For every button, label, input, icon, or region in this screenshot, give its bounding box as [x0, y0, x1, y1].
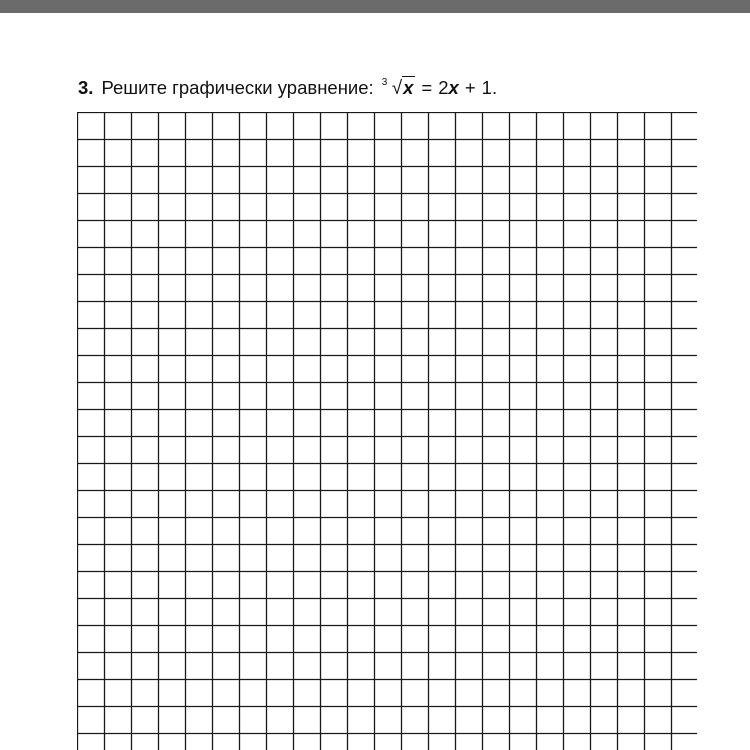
problem-number: 3.: [78, 77, 94, 98]
radicand: x: [403, 77, 414, 98]
equation-period: .: [491, 77, 498, 98]
equals-sign: =: [421, 77, 433, 98]
problem-colon: :: [368, 77, 374, 98]
rhs-constant: 1: [481, 77, 492, 98]
top-bar: [0, 0, 750, 13]
cube-root: [382, 76, 416, 101]
problem-text: Решите графически уравнение: [101, 77, 369, 98]
rhs-variable: x: [448, 77, 459, 98]
rhs-coefficient: 2: [438, 77, 449, 98]
root-sign: √: [391, 78, 403, 99]
problem-statement: [78, 76, 497, 101]
plus-sign: +: [464, 77, 476, 98]
root-index: 3: [381, 77, 388, 88]
graph-paper-grid: [77, 112, 697, 750]
